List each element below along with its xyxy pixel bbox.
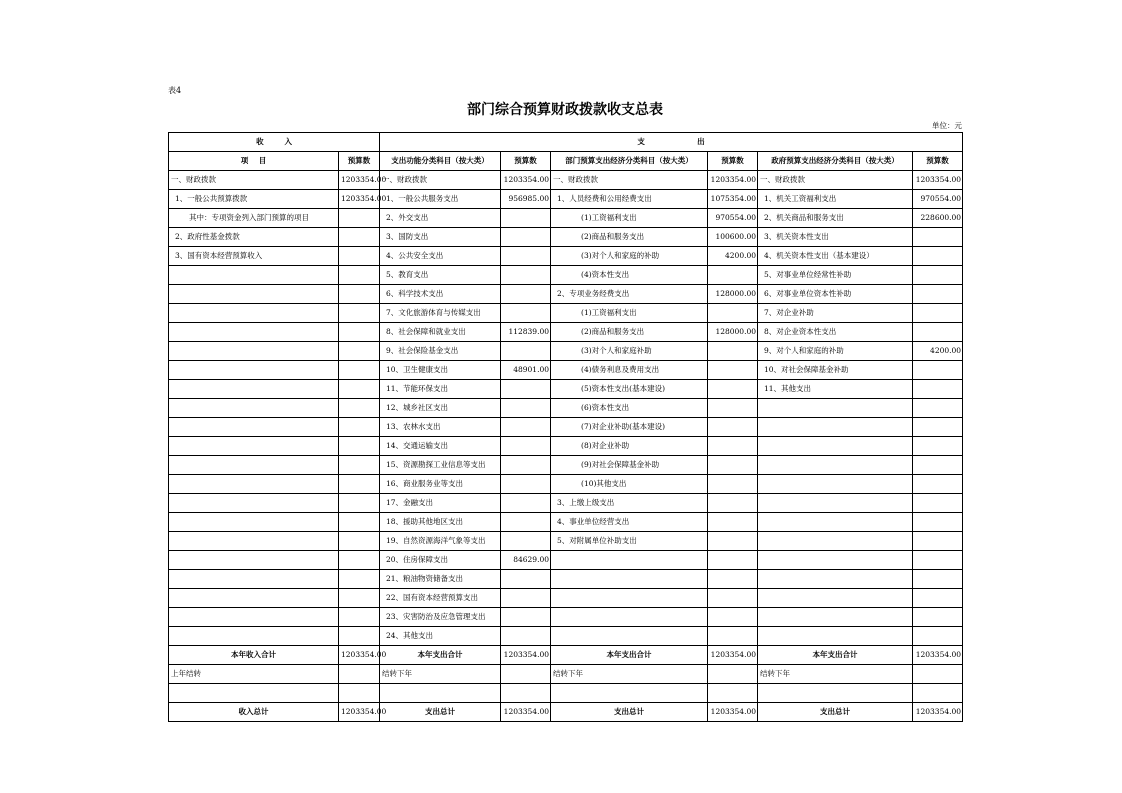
grand-total-row-dept-econ-item: 支出总计 [551, 703, 708, 722]
cell-function-item: 24、其他支出 [380, 627, 501, 646]
blank-row-function-budget [501, 684, 551, 703]
cell-dept-econ-budget [708, 589, 758, 608]
cell-dept-econ-budget [708, 437, 758, 456]
cell-dept-econ-item: 一、财政拨款 [551, 171, 708, 190]
cell-function-budget [501, 209, 551, 228]
cell-income-item: 3、国有资本经营预算收入 [169, 247, 339, 266]
cell-function-item: 17、金融支出 [380, 494, 501, 513]
col-header-budget-1: 预算数 [339, 152, 380, 171]
cell-function-item: 10、卫生健康支出 [380, 361, 501, 380]
grand-total-row-income-budget: 1203354.00 [339, 703, 380, 722]
table-row [169, 494, 963, 513]
cell-dept-econ-item [551, 608, 708, 627]
cell-function-item: 20、住房保障支出 [380, 551, 501, 570]
cell-income-item: 2、政府性基金拨款 [169, 228, 339, 247]
cell-gov-econ-budget [913, 361, 963, 380]
cell-function-item: 23、灾害防治及应急管理支出 [380, 608, 501, 627]
cell-gov-econ-item [758, 551, 913, 570]
carry-over-row-dept-econ-budget [708, 665, 758, 684]
cell-dept-econ-item [551, 589, 708, 608]
cell-income-item [169, 589, 339, 608]
table-row [169, 418, 963, 437]
cell-gov-econ-item: 10、对社会保障基金补助 [758, 361, 913, 380]
cell-function-budget [501, 266, 551, 285]
carry-over-row-income-budget [339, 665, 380, 684]
cell-dept-econ-item: (2)商品和服务支出 [551, 228, 708, 247]
cell-dept-econ-budget [708, 494, 758, 513]
cell-gov-econ-budget [913, 304, 963, 323]
cell-function-budget [501, 570, 551, 589]
cell-gov-econ-item [758, 608, 913, 627]
table-row [169, 266, 963, 285]
cell-dept-econ-item: 5、对附属单位补助支出 [551, 532, 708, 551]
col-header-item: 项 目 [169, 152, 339, 171]
cell-dept-econ-item: (8)对企业补助 [551, 437, 708, 456]
cell-income-item [169, 304, 339, 323]
cell-income-item [169, 380, 339, 399]
table-number: 表4 [168, 86, 182, 95]
cell-gov-econ-item [758, 513, 913, 532]
cell-gov-econ-budget [913, 494, 963, 513]
cell-gov-econ-budget [913, 475, 963, 494]
cell-function-item: 21、粮油物资储备支出 [380, 570, 501, 589]
cell-dept-econ-item: 1、人员经费和公用经费支出 [551, 190, 708, 209]
cell-function-item: 7、文化旅游体育与传媒支出 [380, 304, 501, 323]
grand-total-row-gov-econ-item: 支出总计 [758, 703, 913, 722]
cell-gov-econ-item: 6、对事业单位资本性补助 [758, 285, 913, 304]
cell-gov-econ-item [758, 418, 913, 437]
col-header-budget-2: 预算数 [501, 152, 551, 171]
cell-function-budget: 1203354.00 [501, 171, 551, 190]
cell-income-item [169, 456, 339, 475]
cell-gov-econ-item: 7、对企业补助 [758, 304, 913, 323]
cell-income-budget [339, 361, 380, 380]
cell-dept-econ-budget: 128000.00 [708, 285, 758, 304]
cell-function-budget [501, 228, 551, 247]
cell-gov-econ-budget [913, 228, 963, 247]
blank-row-gov-econ-item [758, 684, 913, 703]
cell-gov-econ-budget [913, 608, 963, 627]
table-row [169, 399, 963, 418]
cell-gov-econ-item [758, 494, 913, 513]
cell-dept-econ-item: (5)资本性支出(基本建设) [551, 380, 708, 399]
cell-gov-econ-budget [913, 570, 963, 589]
carry-over-row-gov-econ-budget [913, 665, 963, 684]
cell-function-item: 9、社会保险基金支出 [380, 342, 501, 361]
blank-row-function-item [380, 684, 501, 703]
cell-function-budget [501, 418, 551, 437]
cell-income-item [169, 285, 339, 304]
cell-function-item: 14、交通运输支出 [380, 437, 501, 456]
blank-row-income-budget [339, 684, 380, 703]
table-row [169, 627, 963, 646]
cell-gov-econ-item: 2、机关商品和服务支出 [758, 209, 913, 228]
year-total-row-function-budget: 1203354.00 [501, 646, 551, 665]
cell-dept-econ-budget [708, 399, 758, 418]
cell-function-item: 15、资源勘探工业信息等支出 [380, 456, 501, 475]
grand-total-row-gov-econ-budget: 1203354.00 [913, 703, 963, 722]
table-row [169, 513, 963, 532]
cell-income-budget: 1203354.00 [339, 190, 380, 209]
cell-dept-econ-item: (10)其他支出 [551, 475, 708, 494]
cell-function-item: 22、国有资本经营预算支出 [380, 589, 501, 608]
cell-income-item: 一、财政拨款 [169, 171, 339, 190]
cell-dept-econ-item [551, 551, 708, 570]
cell-function-item: 4、公共安全支出 [380, 247, 501, 266]
col-header-function-class: 支出功能分类科目（按大类） [380, 152, 501, 171]
cell-gov-econ-budget [913, 285, 963, 304]
cell-function-item: 16、商业服务业等支出 [380, 475, 501, 494]
cell-income-item [169, 551, 339, 570]
cell-dept-econ-budget [708, 608, 758, 627]
cell-gov-econ-item [758, 399, 913, 418]
cell-gov-econ-item: 一、财政拨款 [758, 171, 913, 190]
cell-gov-econ-item: 3、机关资本性支出 [758, 228, 913, 247]
cell-function-budget: 84629.00 [501, 551, 551, 570]
cell-function-budget [501, 589, 551, 608]
table-row [169, 532, 963, 551]
cell-dept-econ-item: 3、上缴上级支出 [551, 494, 708, 513]
cell-function-item: 18、援助其他地区支出 [380, 513, 501, 532]
cell-income-item: 1、一般公共预算拨款 [169, 190, 339, 209]
grand-total-row-function-item: 支出总计 [380, 703, 501, 722]
cell-gov-econ-budget [913, 551, 963, 570]
cell-dept-econ-item: (9)对社会保障基金补助 [551, 456, 708, 475]
cell-income-budget [339, 304, 380, 323]
cell-gov-econ-budget [913, 627, 963, 646]
year-total-row-income-budget: 1203354.00 [339, 646, 380, 665]
cell-income-item [169, 513, 339, 532]
cell-income-budget [339, 475, 380, 494]
table-row [169, 437, 963, 456]
cell-gov-econ-item [758, 532, 913, 551]
cell-function-budget [501, 627, 551, 646]
cell-income-item [169, 608, 339, 627]
cell-income-item [169, 532, 339, 551]
table-row [169, 285, 963, 304]
col-header-budget-3: 预算数 [708, 152, 758, 171]
cell-function-item: 2、外交支出 [380, 209, 501, 228]
cell-dept-econ-item: (7)对企业补助(基本建设) [551, 418, 708, 437]
cell-function-budget: 112839.00 [501, 323, 551, 342]
cell-function-budget [501, 380, 551, 399]
cell-gov-econ-budget [913, 437, 963, 456]
cell-dept-econ-budget [708, 342, 758, 361]
cell-gov-econ-item: 8、对企业资本性支出 [758, 323, 913, 342]
table-row [169, 247, 963, 266]
cell-function-budget [501, 456, 551, 475]
cell-income-item [169, 494, 339, 513]
cell-function-budget [501, 494, 551, 513]
year-total-row-income-item: 本年收入合计 [169, 646, 339, 665]
cell-income-item [169, 342, 339, 361]
blank-row-dept-econ-budget [708, 684, 758, 703]
cell-income-budget [339, 399, 380, 418]
blank-row-gov-econ-budget [913, 684, 963, 703]
group-header-row [169, 133, 963, 152]
year-total-row-dept-econ-budget: 1203354.00 [708, 646, 758, 665]
cell-gov-econ-budget [913, 247, 963, 266]
cell-gov-econ-item [758, 437, 913, 456]
cell-income-item [169, 475, 339, 494]
cell-dept-econ-budget [708, 266, 758, 285]
cell-gov-econ-budget: 970554.00 [913, 190, 963, 209]
cell-function-item: 19、自然资源海洋气象等支出 [380, 532, 501, 551]
blank-row-income-item [169, 684, 339, 703]
carry-over-row-gov-econ-item: 结转下年 [758, 665, 913, 684]
cell-gov-econ-budget: 228600.00 [913, 209, 963, 228]
cell-function-item: 6、科学技术支出 [380, 285, 501, 304]
table-row [169, 228, 963, 247]
table-row [169, 608, 963, 627]
cell-function-item: 3、国防支出 [380, 228, 501, 247]
table-row [169, 209, 963, 228]
table-row [169, 190, 963, 209]
cell-dept-econ-budget: 1203354.00 [708, 171, 758, 190]
cell-function-budget [501, 399, 551, 418]
cell-gov-econ-item [758, 475, 913, 494]
cell-income-budget [339, 323, 380, 342]
cell-dept-econ-item: (1)工资福利支出 [551, 304, 708, 323]
cell-gov-econ-budget [913, 266, 963, 285]
cell-dept-econ-budget [708, 532, 758, 551]
col-header-dept-econ-class: 部门预算支出经济分类科目（按大类） [551, 152, 708, 171]
cell-function-budget: 48901.00 [501, 361, 551, 380]
cell-gov-econ-item: 9、对个人和家庭的补助 [758, 342, 913, 361]
cell-function-budget [501, 342, 551, 361]
table-row [169, 570, 963, 589]
cell-function-budget: 956985.00 [501, 190, 551, 209]
year-total-row-gov-econ-item: 本年支出合计 [758, 646, 913, 665]
cell-income-budget [339, 247, 380, 266]
cell-income-item [169, 570, 339, 589]
cell-income-item [169, 266, 339, 285]
cell-gov-econ-budget [913, 399, 963, 418]
cell-function-item: 11、节能环保支出 [380, 380, 501, 399]
carry-over-row [169, 665, 963, 684]
cell-income-budget [339, 209, 380, 228]
cell-dept-econ-budget: 4200.00 [708, 247, 758, 266]
cell-function-budget [501, 437, 551, 456]
table-row [169, 380, 963, 399]
table-row [169, 342, 963, 361]
cell-dept-econ-budget: 100600.00 [708, 228, 758, 247]
cell-income-item [169, 418, 339, 437]
cell-income-budget [339, 418, 380, 437]
cell-gov-econ-item: 5、对事业单位经常性补助 [758, 266, 913, 285]
carry-over-row-function-item: 结转下年 [380, 665, 501, 684]
cell-dept-econ-item: 2、专项业务经费支出 [551, 285, 708, 304]
budget-summary-table [168, 132, 963, 722]
cell-dept-econ-budget [708, 380, 758, 399]
cell-income-budget [339, 570, 380, 589]
table-row [169, 361, 963, 380]
cell-income-item: 其中：专项资金列入部门预算的项目 [169, 209, 339, 228]
cell-dept-econ-item: (2)商品和服务支出 [551, 323, 708, 342]
cell-function-budget [501, 475, 551, 494]
cell-dept-econ-budget [708, 361, 758, 380]
cell-income-budget [339, 266, 380, 285]
income-group-header: 收 入 [169, 133, 380, 152]
blank-row [169, 684, 963, 703]
grand-total-row-income-item: 收入总计 [169, 703, 339, 722]
cell-income-budget [339, 285, 380, 304]
cell-gov-econ-budget [913, 456, 963, 475]
blank-row-dept-econ-item [551, 684, 708, 703]
cell-income-budget [339, 532, 380, 551]
cell-gov-econ-budget [913, 323, 963, 342]
column-header-row [169, 152, 963, 171]
cell-income-budget [339, 380, 380, 399]
cell-dept-econ-budget: 970554.00 [708, 209, 758, 228]
year-total-row-gov-econ-budget: 1203354.00 [913, 646, 963, 665]
col-header-gov-econ-class: 政府预算支出经济分类科目（按大类） [758, 152, 913, 171]
grand-total-row-function-budget: 1203354.00 [501, 703, 551, 722]
cell-gov-econ-item: 1、机关工资福利支出 [758, 190, 913, 209]
cell-function-item: 12、城乡社区支出 [380, 399, 501, 418]
cell-dept-econ-item: (6)资本性支出 [551, 399, 708, 418]
cell-function-budget [501, 513, 551, 532]
cell-income-budget [339, 608, 380, 627]
cell-gov-econ-budget [913, 532, 963, 551]
cell-dept-econ-budget [708, 418, 758, 437]
cell-gov-econ-item [758, 589, 913, 608]
grand-total-row-dept-econ-budget: 1203354.00 [708, 703, 758, 722]
cell-dept-econ-budget: 128000.00 [708, 323, 758, 342]
cell-income-budget [339, 627, 380, 646]
year-total-row [169, 646, 963, 665]
cell-dept-econ-budget: 1075354.00 [708, 190, 758, 209]
year-total-row-dept-econ-item: 本年支出合计 [551, 646, 708, 665]
page-title: 部门综合预算财政拨款收支总表 [467, 102, 663, 118]
cell-gov-econ-item: 11、其他支出 [758, 380, 913, 399]
cell-gov-econ-budget [913, 418, 963, 437]
cell-dept-econ-item: (4)债务利息及费用支出 [551, 361, 708, 380]
unit-label: 单位：元 [932, 121, 962, 130]
table-row [169, 475, 963, 494]
cell-income-item [169, 627, 339, 646]
table-row [169, 551, 963, 570]
cell-income-item [169, 323, 339, 342]
cell-dept-econ-item [551, 627, 708, 646]
cell-income-budget [339, 513, 380, 532]
cell-income-budget [339, 494, 380, 513]
cell-function-item: 8、社会保障和就业支出 [380, 323, 501, 342]
cell-income-item [169, 399, 339, 418]
cell-income-budget [339, 342, 380, 361]
carry-over-row-function-budget [501, 665, 551, 684]
table-row [169, 304, 963, 323]
cell-function-budget [501, 247, 551, 266]
cell-gov-econ-item [758, 627, 913, 646]
cell-dept-econ-budget [708, 456, 758, 475]
cell-income-item [169, 361, 339, 380]
cell-income-budget [339, 437, 380, 456]
table-row [169, 323, 963, 342]
cell-function-item: 一、财政拨款 [380, 171, 501, 190]
cell-income-budget: 1203354.00 [339, 171, 380, 190]
cell-gov-econ-budget [913, 513, 963, 532]
cell-function-item: 1、一般公共服务支出 [380, 190, 501, 209]
cell-gov-econ-item [758, 570, 913, 589]
cell-income-budget [339, 551, 380, 570]
cell-gov-econ-budget [913, 380, 963, 399]
cell-dept-econ-budget [708, 551, 758, 570]
cell-dept-econ-budget [708, 627, 758, 646]
table-row [169, 456, 963, 475]
expense-group-header: 支 出 [380, 133, 963, 152]
cell-function-budget [501, 608, 551, 627]
cell-function-item: 5、教育支出 [380, 266, 501, 285]
cell-gov-econ-item [758, 456, 913, 475]
cell-dept-econ-budget [708, 304, 758, 323]
cell-dept-econ-item: (3)对个人和家庭的补助 [551, 247, 708, 266]
cell-gov-econ-budget: 1203354.00 [913, 171, 963, 190]
cell-function-budget [501, 304, 551, 323]
cell-function-budget [501, 285, 551, 304]
cell-dept-econ-item: (1)工资福利支出 [551, 209, 708, 228]
cell-dept-econ-item: 4、事业单位经营支出 [551, 513, 708, 532]
year-total-row-function-item: 本年支出合计 [380, 646, 501, 665]
cell-gov-econ-budget [913, 589, 963, 608]
cell-dept-econ-budget [708, 570, 758, 589]
table-row [169, 589, 963, 608]
grand-total-row [169, 703, 963, 722]
cell-function-budget [501, 532, 551, 551]
cell-dept-econ-budget [708, 475, 758, 494]
cell-income-budget [339, 456, 380, 475]
cell-dept-econ-budget [708, 513, 758, 532]
cell-dept-econ-item: (3)对个人和家庭补助 [551, 342, 708, 361]
cell-income-budget [339, 589, 380, 608]
cell-income-item [169, 437, 339, 456]
cell-gov-econ-budget: 4200.00 [913, 342, 963, 361]
col-header-budget-4: 预算数 [913, 152, 963, 171]
carry-over-row-income-item: 上年结转 [169, 665, 339, 684]
cell-income-budget [339, 228, 380, 247]
carry-over-row-dept-econ-item: 结转下年 [551, 665, 708, 684]
table-row [169, 171, 963, 190]
cell-function-item: 13、农林水支出 [380, 418, 501, 437]
cell-dept-econ-item: (4)资本性支出 [551, 266, 708, 285]
cell-gov-econ-item: 4、机关资本性支出（基本建设） [758, 247, 913, 266]
cell-dept-econ-item [551, 570, 708, 589]
